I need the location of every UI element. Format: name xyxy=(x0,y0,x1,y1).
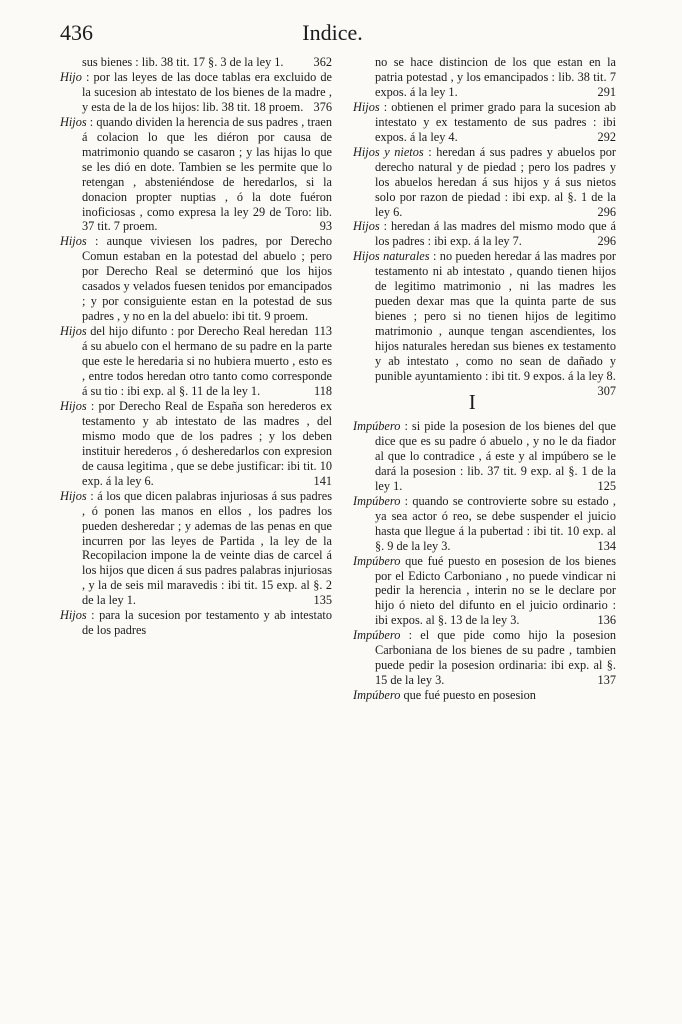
entry-page-ref: 136 xyxy=(597,613,616,628)
entry-text: : si pide la posesion de los bienes del que dice que es su padre ó abuelo , y no le da fiador al que lo contradice , á este y al impúbero se le dará la posesion : lib. 37 tit. 9 exp. al §. 1 de la ley 1. xyxy=(375,418,616,493)
entry-headword: Hijos naturales xyxy=(353,249,430,264)
entry-page-ref: 296 xyxy=(597,234,616,249)
entry-headword: Hijos xyxy=(60,324,87,339)
entry-headword: Impúbero xyxy=(353,628,401,643)
entry-headword: Hijos xyxy=(60,488,87,503)
index-entry xyxy=(353,55,616,100)
index-entry xyxy=(353,628,616,688)
entry-headword: Hijos xyxy=(60,608,87,623)
page-number: 436 xyxy=(60,20,93,45)
entry-page-ref: 376 xyxy=(313,99,332,114)
entry-text: : á los que dicen palabras injuriosas á sus padres , ó ponen las manos en ellos , los padres los pueden desheredar ; y ademas de las penas en que incurren por las leyes de Partida , la ley de la Recopilacion impone la de veinte dias de carcel á los hijos que dicen á sus padres palabras injuriosas , y la de seis mil maravedis : ibi tit. 15 exp. al §. 2 de la ley 1. xyxy=(82,488,332,608)
entry-page-ref: 135 xyxy=(313,593,332,608)
index-entry xyxy=(353,688,616,703)
index-entry xyxy=(353,494,616,554)
index-entry xyxy=(353,219,616,249)
index-entry xyxy=(353,100,616,145)
entry-page-ref: 125 xyxy=(597,478,616,493)
entry-page-ref: 296 xyxy=(597,204,616,219)
entry-text: : aunque viviesen los padres, por Derecho Comun estaban en la potestad del abuelo ; pero por Derecho Real se determinó que los hijos casados y velados fuesen tenidos por emancipados ; y por consiguiente estan en la potestad de sus padres , y no en la del abuelo: ibi tit. 9 proem. xyxy=(82,234,332,324)
entry-text: : heredan á las madres del mismo modo que á los padres : ibi exp. á la ley 7. xyxy=(375,219,616,249)
entry-headword: Impúbero xyxy=(353,493,401,508)
entry-text: : quando se controvierte sobre su estado , ya sea actor ó reo, se debe suspender el juicio hasta que llegue á la pubertad : ibi tit. 10 exp. al §. 9 de la ley 3. xyxy=(375,493,616,553)
entry-text: no se hace distincion de los que estan en la patria potestad , y los emancipados : lib. 38 tit. 7 expos. á la ley 1. xyxy=(375,55,616,99)
entry-page-ref: 137 xyxy=(597,673,616,688)
entry-text: del hijo difunto : por Derecho Real heredan á su abuelo con el hermano de su padre en la parte que este le heredaria si no hubiera muerto , esto es , entre todos heredan otro tanto como corresponde á su tio : ibi exp. al §. 11 de la ley 1. xyxy=(82,324,332,398)
page-header xyxy=(60,20,605,48)
entry-headword: Hijos xyxy=(60,234,87,249)
entry-headword: Hijos xyxy=(353,99,380,114)
entry-text: : el que pide como hijo la posesion Carboniana de los bienes de su padre , tambien puede pedir la posesion ordinaria: ibi exp. al §. 15 de la ley 3. xyxy=(375,628,616,688)
entry-page-ref: 118 xyxy=(314,383,332,398)
entry-page-ref: 93 xyxy=(319,219,332,234)
page-title: Indice. xyxy=(302,20,363,45)
entry-headword: Hijos xyxy=(60,114,87,129)
section-letter: I xyxy=(468,389,476,414)
entry-text: : por Derecho Real de España son herederos ex testamento y ab intestato de las madres , del mismo modo que de los padres ; y los deben instituir herederos , ó desheredarlos con expresion de causa legitima , que se debe justificar: ibi tit. 10 exp. á la ley 6. xyxy=(82,398,332,488)
entry-text: : quando dividen la herencia de sus padres , traen á colacion lo que les diéron por causa de matrimonio quando se casaron ; y las hijas lo que se les dió en dote. Tambien se les permite que lo retengan , absteniéndose de heredarlos, si la donacion propter nuptias , ó la dote fuéron inoficiosas , como expresa la ley 29 de Toro: lib. 37 tit. 7 proem. xyxy=(82,114,332,234)
entry-text: que fué puesto en posesion de los bienes por el Edicto Carboniano , no puede vindicar ni pedir la herencia , interin no se le declare por hijo ó nieto del difunto en el juicio ordinario : ibi expos. al §. 13 de la ley 3. xyxy=(375,553,616,628)
entry-headword: Impúbero xyxy=(353,688,401,703)
entry-text: : no pueden heredar á las madres por testamento ni ab intestato , quando tienen hijos de legitimo matrimonio , ni las madres les pueden dexar mas que la quinta parte de sus bienes ; pero si no tienen hijos de legitimo matrimonio , aunque tengan ascendientes, los hijos naturales heredan sus bienes ex testamento y ab intestato , como no sean de dañado y punible ayuntamiento : ibi tit. 9 expos. á la ley 8. xyxy=(375,249,616,384)
entry-text: : obtienen el primer grado para la sucesion ab intestato y ex testamento de sus padres : ibi expos. á la ley 4. xyxy=(375,99,616,144)
index-entry xyxy=(60,115,332,235)
index-entry xyxy=(60,55,332,70)
entry-headword: Hijos y nietos xyxy=(353,144,424,159)
entry-headword: Hijos xyxy=(60,398,87,413)
index-entry xyxy=(60,324,332,399)
entry-text: : para la sucesion por testamento y ab intestato de los padres xyxy=(82,608,332,638)
entry-headword: Impúbero xyxy=(353,553,401,568)
entry-headword: Hijos xyxy=(353,219,380,234)
index-entry xyxy=(60,70,332,115)
left-column xyxy=(60,55,332,638)
entry-page-ref: 291 xyxy=(597,84,616,99)
entry-page-ref: 113 xyxy=(314,324,332,339)
entry-page-ref: 292 xyxy=(597,129,616,144)
entry-page-ref: 362 xyxy=(313,55,332,69)
entry-text: que fué puesto en posesion xyxy=(403,688,536,703)
index-entry xyxy=(353,554,616,629)
entry-headword: Impúbero xyxy=(353,418,401,433)
entry-text: sus bienes : lib. 38 tit. 17 §. 3 de la ley 1. xyxy=(82,55,284,69)
entry-text: : por las leyes de las doce tablas era excluido de la sucesion ab intestato de los bienes de la madre , y esta de la de los hijos: lib. 38 tit. 18 proem. xyxy=(82,69,332,114)
entry-text: : heredan á sus padres y abuelos por derecho natural y de piedad ; pero los padres y los abuelos heredan á sus hijos y á sus nietos solo por razon de piedad : ibi exp. al §. 1 de la ley 6. xyxy=(375,144,616,219)
right-column xyxy=(353,55,616,703)
index-entry xyxy=(353,419,616,494)
entry-page-ref: 141 xyxy=(313,473,332,488)
index-entry xyxy=(60,489,332,609)
index-entry xyxy=(60,399,332,489)
index-entry xyxy=(60,234,332,339)
index-entry xyxy=(353,145,616,220)
entry-headword: Hijo xyxy=(60,69,82,84)
index-entry xyxy=(60,608,332,638)
entry-page-ref: 134 xyxy=(597,538,616,553)
entry-page-ref: 307 xyxy=(597,383,616,398)
index-entry xyxy=(353,249,616,398)
